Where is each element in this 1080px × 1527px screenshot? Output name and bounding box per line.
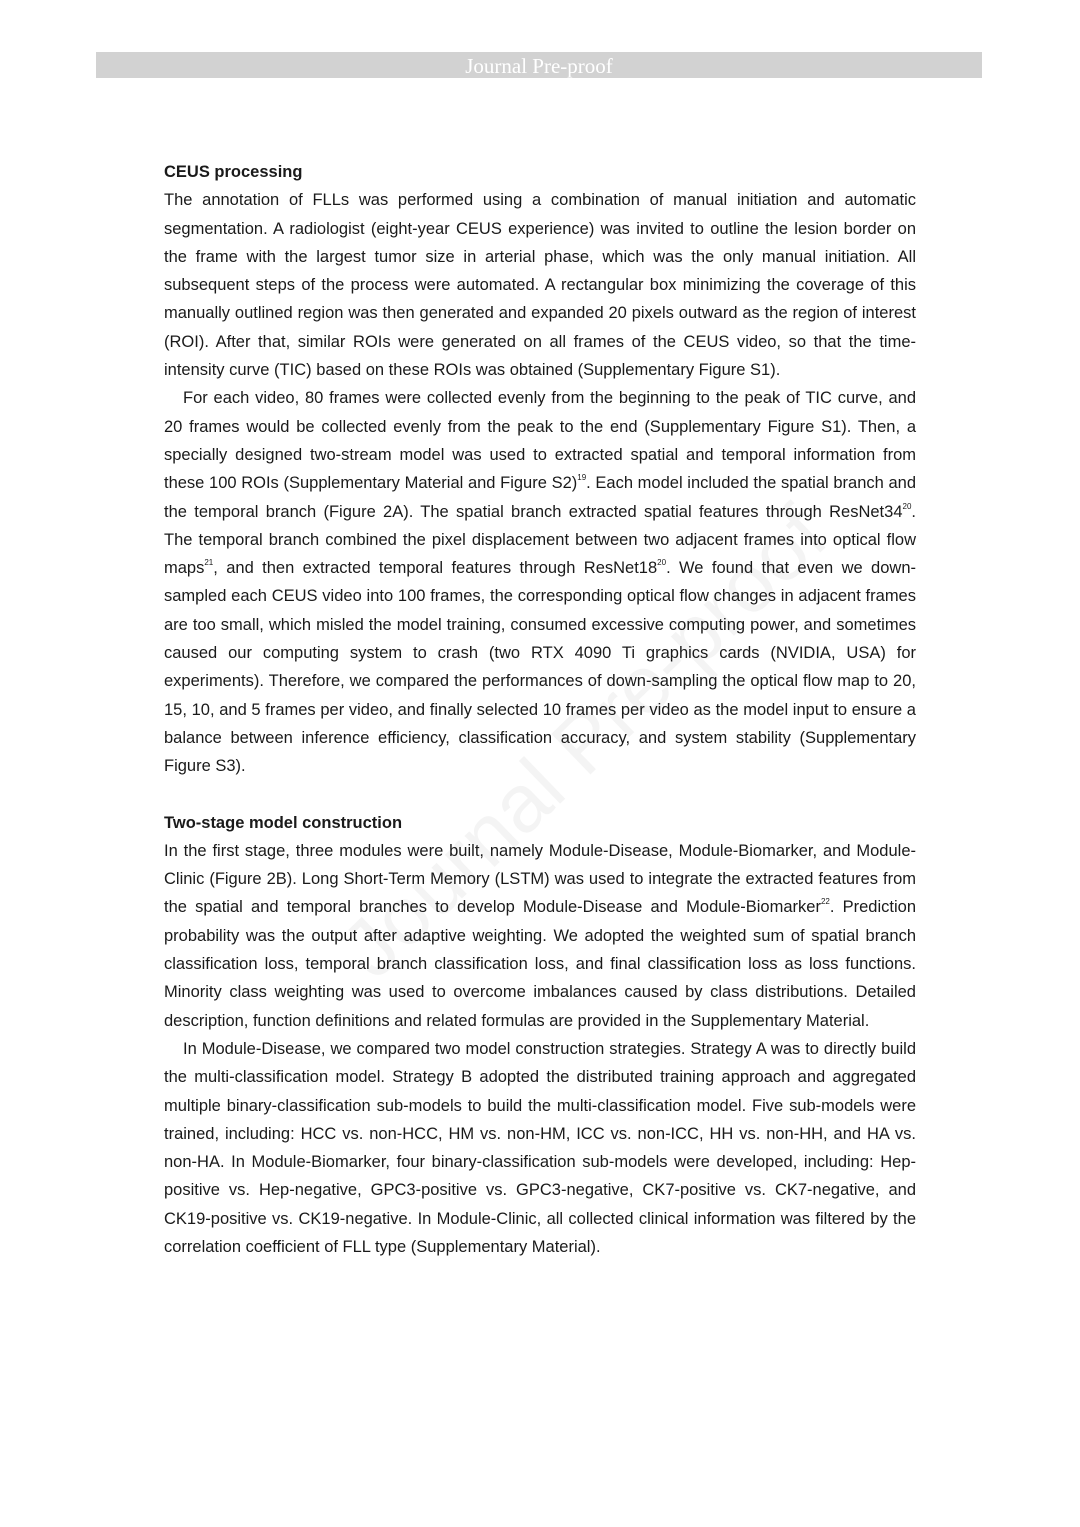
- reference-20: 20: [902, 501, 912, 511]
- paragraph-ceus-2: [164, 384, 916, 780]
- text-run: For each video, 80 frames were collected evenly from the beginning to the peak of TIC curve, and 20 frames would be collected evenly from the peak to the end (Supplementary Figure S1). Then, a specially designed two-stream model was used to extracted spatial and temporal information from these 100 ROIs (Supplementary Material and Figure S2): [164, 389, 916, 493]
- paragraph-ceus-1: The annotation of FLLs was performed using a combination of manual initiation and automatic segmentation. A radiologist (eight-year CEUS experience) was invited to outline the lesion border on the frame with the largest tumor size in arterial phase, which was the only manual initiation. All subsequent steps of the process were automated. A rectangular box minimizing the coverage of this manually outlined region was then generated and expanded 20 pixels outward as the region of interest (ROI). After that, similar ROIs were generated on all frames of the CEUS video, so that the time-intensity curve (TIC) based on these ROIs was obtained (Supplementary Figure S1).: [164, 191, 916, 380]
- text-run: . The temporal branch combined the pixel displacement between two adjacent frames into optical flow maps: [164, 502, 916, 578]
- text-run: . We found that even we down-sampled each CEUS video into 100 frames, the corresponding optical flow changes in adjacent frames are too small, which misled the model training, consumed excessive computing power, and sometimes caused our computing system to crash (two RTX 4090 Ti graphics cards (NVIDIA, USA) for experiments). Therefore, we compared the performances of down-sampling the optical flow map to 20, 15, 10, and 5 frames per video, and finally selected 10 frames per video as the model input to ensure a balance between inference efficiency, classification accuracy, and system stability (Supplementary Figure S3).: [164, 559, 916, 776]
- paragraph-two-stage-2: In Module-Disease, we compared two model construction strategies. Strategy A was to directly build the multi-classification model. Strategy B adopted the distributed training approach and aggregated multiple binary-classification sub-models to build the multi-classification model. Five sub-models were trained, including: HCC vs. non-HCC, HM vs. non-HM, ICC vs. non-ICC, HH vs. non-HH, and HA vs. non-HA. In Module-Biomarker, four binary-classification sub-models were developed, including: Hep-positive vs. Hep-negative, GPC3-positive vs. GPC3-negative, CK7-positive vs. CK7-negative, and CK19-positive vs. CK19-negative. In Module-Clinic, all collected clinical information was filtered by the correlation coefficient of FLL type (Supplementary Material).: [164, 1039, 916, 1256]
- text-run: , and then extracted temporal features through ResNet18: [213, 559, 658, 578]
- section-heading-ceus-processing: CEUS processing: [164, 163, 303, 181]
- reference-20: 20: [657, 558, 667, 568]
- reference-19: 19: [577, 473, 587, 483]
- section-spacer: [164, 781, 916, 809]
- journal-preproof-banner: Journal Pre-proof: [96, 52, 982, 78]
- paragraph-two-stage-1: [164, 837, 916, 1035]
- reference-22: 22: [820, 897, 830, 907]
- text-run: In the first stage, three modules were built, namely Module-Disease, Module-Biomarker, and Module-Clinic (Figure 2B). Long Short-Term Memory (LSTM) was used to integrate the extracted features from the spatial and temporal branches to develop Module-Disease and Module-Biomarker: [164, 841, 916, 917]
- section-heading-two-stage-model: Two-stage model construction: [164, 813, 403, 832]
- text-run: . Each model included the spatial branch and the temporal branch (Figure 2A). The spatial branch extracted spatial features through ResNet34: [164, 474, 916, 521]
- reference-21: 21: [204, 558, 214, 568]
- article-body: [164, 158, 916, 1261]
- text-run: . Prediction probability was the output after adaptive weighting. We adopted the weighted sum of spatial branch classification loss, temporal branch classification loss, and final classification loss as loss functions. Minority class weighting was used to overcome imbalances caused by class distributions. Detailed description, function definitions and related formulas are provided in the Supplementary Material.: [164, 898, 916, 1030]
